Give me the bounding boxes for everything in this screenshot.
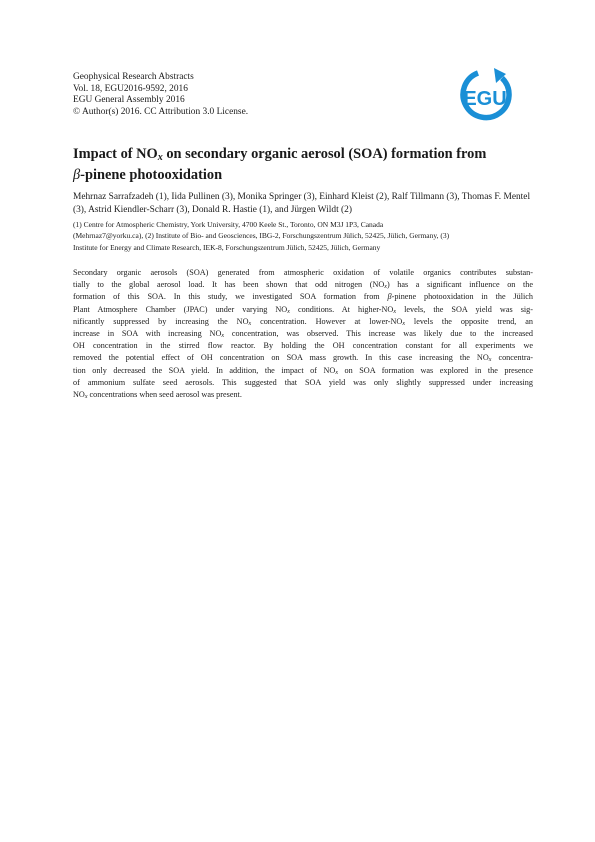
license-text: © Author(s) 2016. CC Attribution 3.0 License. [73, 106, 249, 117]
assembly-name: EGU General Assembly 2016 [73, 95, 185, 106]
abstract-line: OH concentration in the stirred flow reactor. By holding the OH concentration constant for all experiments we [73, 341, 533, 351]
publication-header [73, 72, 248, 118]
paper-title: Impact of $NO_x$ on secondary organic aerosol (SOA) formation from β-pinene photooxidation [73, 146, 487, 183]
abstract-line: tion only decreased the SOA yield. In addition, the impact of $NO_x$ on SOA formation was explored in the presence [73, 365, 533, 376]
abstract-body [73, 267, 533, 401]
author-list: Mehrnaz Sarrafzadeh (1), Iida Pullinen (3), Monika Springer (3), Einhard Kleist (2), Ralf Tillmann (3), Thomas F. Mentel (3), Astrid Kiendler-Scharr (3), Donald R. Hastie (1), and Jürgen Wildt (2) [73, 192, 531, 215]
abstract-line: tially to the global aerosol load. It has been shown that odd nitrogen $(NO_x)$ has a significant influence on the [73, 280, 533, 291]
abstract-line: $NO_x$ concentrations when seed aerosol was present. [73, 390, 242, 401]
affiliation-line: (Mehrnaz7@yorku.ca), (2) Institute of Bio- and Geosciences, IBG-2, Forschungszentrum Jülich, 52425, Jülich, Germany, (3) [73, 231, 450, 241]
journal-name: Geophysical Research Abstracts [73, 72, 194, 82]
affiliation-line: (1) Centre for Atmospheric Chemistry, York University, 4700 Keele St., Toronto, ON M3J 1P3, Canada [73, 220, 384, 229]
affiliations [73, 219, 533, 253]
abstract-line: nificantly suppressed by increasing the $NO_x$ concentration. However at lower-$NO_x$ levels the opposite trend, an [73, 316, 533, 327]
egu-logo [452, 64, 516, 122]
abstract-line: removed the potential effect of OH concentration on SOA mass growth. In this case increasing the $NO_x$ concentra- [73, 353, 534, 364]
volume-info: Vol. 18, EGU2016-9592, 2016 [73, 83, 188, 94]
abstract-line: increase in SOA with increasing $NO_x$ concentration, was observed. This increase was likely due to the increased [73, 329, 533, 340]
abstract-line: of ammonium sulfate seed aerosols. This suggested that SOA yield was only slightly suppressed under increasing [73, 377, 533, 387]
abstract-line: Secondary organic aerosols (SOA) generated from atmospheric oxidation of volatile organics contributes substan- [73, 268, 533, 277]
abstract-line: formation of this SOA. In this study, we investigated SOA formation from β-pinene photooxidation in the Jülich [73, 292, 533, 302]
logo-text: EGU [463, 88, 507, 110]
abstract-line: Plant Atmosphere Chamber (JPAC) under varying $NO_x$ conditions. At higher-$NO_x$ levels, the SOA yield was sig- [73, 304, 534, 315]
affiliation-line: Institute for Energy and Climate Research, IEK-8, Forschungszentrum Jülich, 52425, Jülich, Germany [73, 242, 381, 252]
